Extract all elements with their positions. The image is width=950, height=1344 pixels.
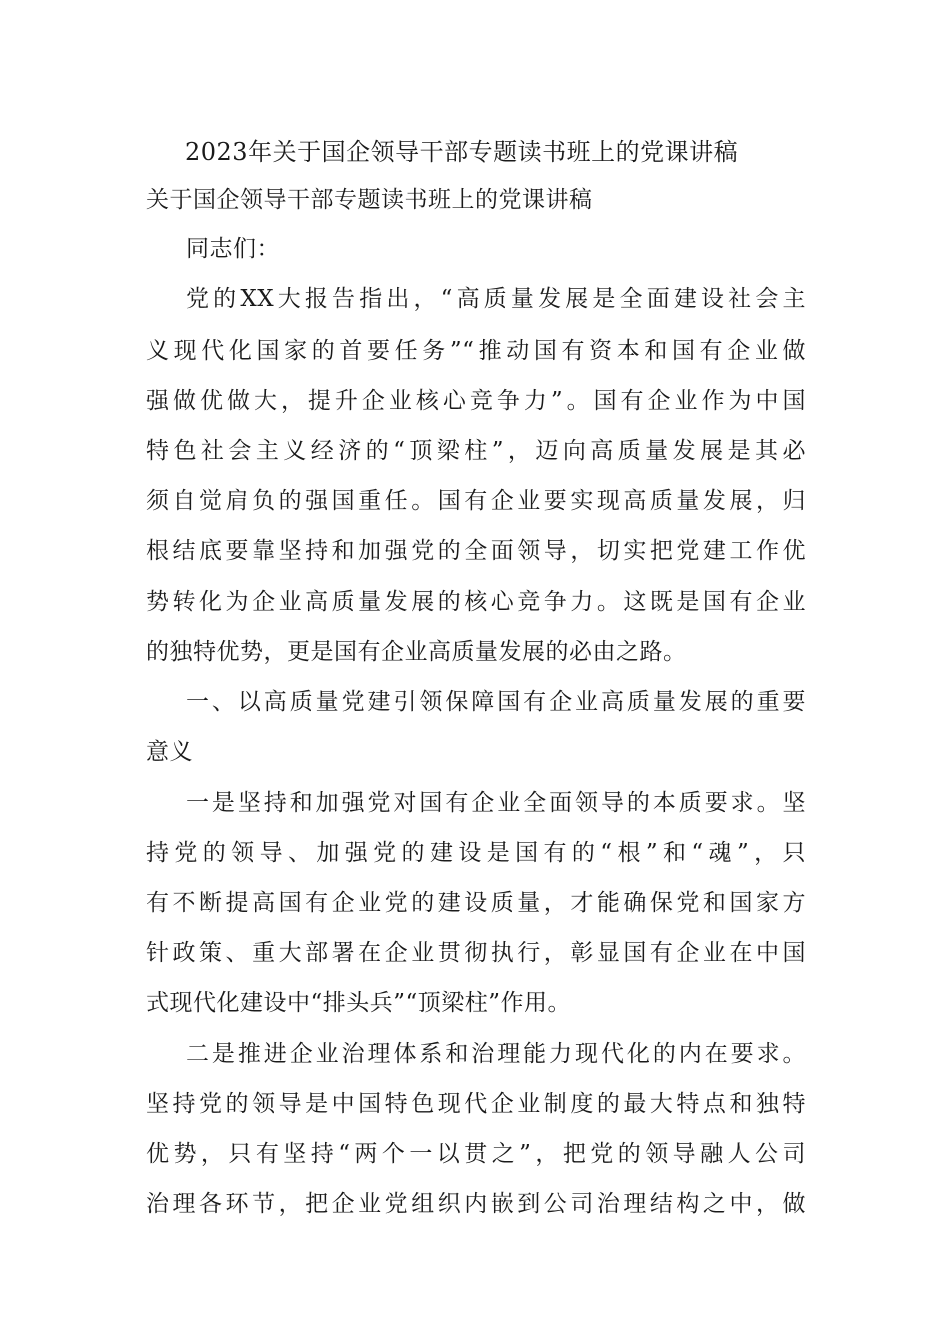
paragraph-line: 强做优做大，提升企业核心竞争力”。国有企业作为中国 [146, 388, 806, 414]
paragraph-line: 须自觉肩负的强国重任。国有企业要实现高质量发展，归 [146, 488, 806, 514]
paragraph-line: 针政策、重大部署在企业贯彻执行，彰显国有企业在中国 [146, 940, 806, 966]
section-heading: 一、以高质量党建引领保障国有企业高质量发展的重要 [186, 689, 806, 715]
paragraph-line: 式现代化建设中“排头兵”“顶梁柱”作用。 [146, 990, 572, 1016]
paragraph-line: 有不断提高国有企业党的建设质量，才能确保党和国家方 [146, 890, 806, 916]
paragraph-line: 的独特优势，更是国有企业高质量发展的必由之路。 [146, 639, 687, 665]
paragraph-line: 义现代化国家的首要任务”“推动国有资本和国有企业做 [146, 338, 806, 364]
salutation: 同志们： [186, 236, 280, 262]
paragraph-line: 治理各环节，把企业党组织内嵌到公司治理结构之中，做 [146, 1191, 806, 1217]
paragraph-line: 二是推进企业治理体系和治理能力现代化的内在要求。 [186, 1041, 806, 1067]
paragraph-line: 根结底要靠坚持和加强党的全面领导，切实把党建工作优 [146, 538, 806, 564]
paragraph-line: 坚持党的领导是中国特色现代企业制度的最大特点和独特 [146, 1091, 806, 1117]
document-title: 2023年关于国企领导干部专题读书班上的党课讲稿 [185, 138, 739, 166]
paragraph-line: 一是坚持和加强党对国有企业全面领导的本质要求。坚 [186, 790, 806, 816]
paragraph-line: 特色社会主义经济的“顶梁柱”，迈向高质量发展是其必 [146, 438, 806, 464]
section-heading: 意义 [146, 739, 193, 765]
paragraph-line: 持党的领导、加强党的建设是国有的“根”和“魂”，只 [146, 840, 806, 866]
paragraph-line: 势转化为企业高质量发展的核心竞争力。这既是国有企业 [146, 589, 806, 615]
paragraph-line: 优势，只有坚持“两个一以贯之”，把党的领导融人公司 [146, 1141, 806, 1167]
paragraph-line: 党的XX大报告指出，“高质量发展是全面建设社会主 [186, 286, 806, 312]
document-subtitle: 关于国企领导干部专题读书班上的党课讲稿 [146, 187, 593, 213]
